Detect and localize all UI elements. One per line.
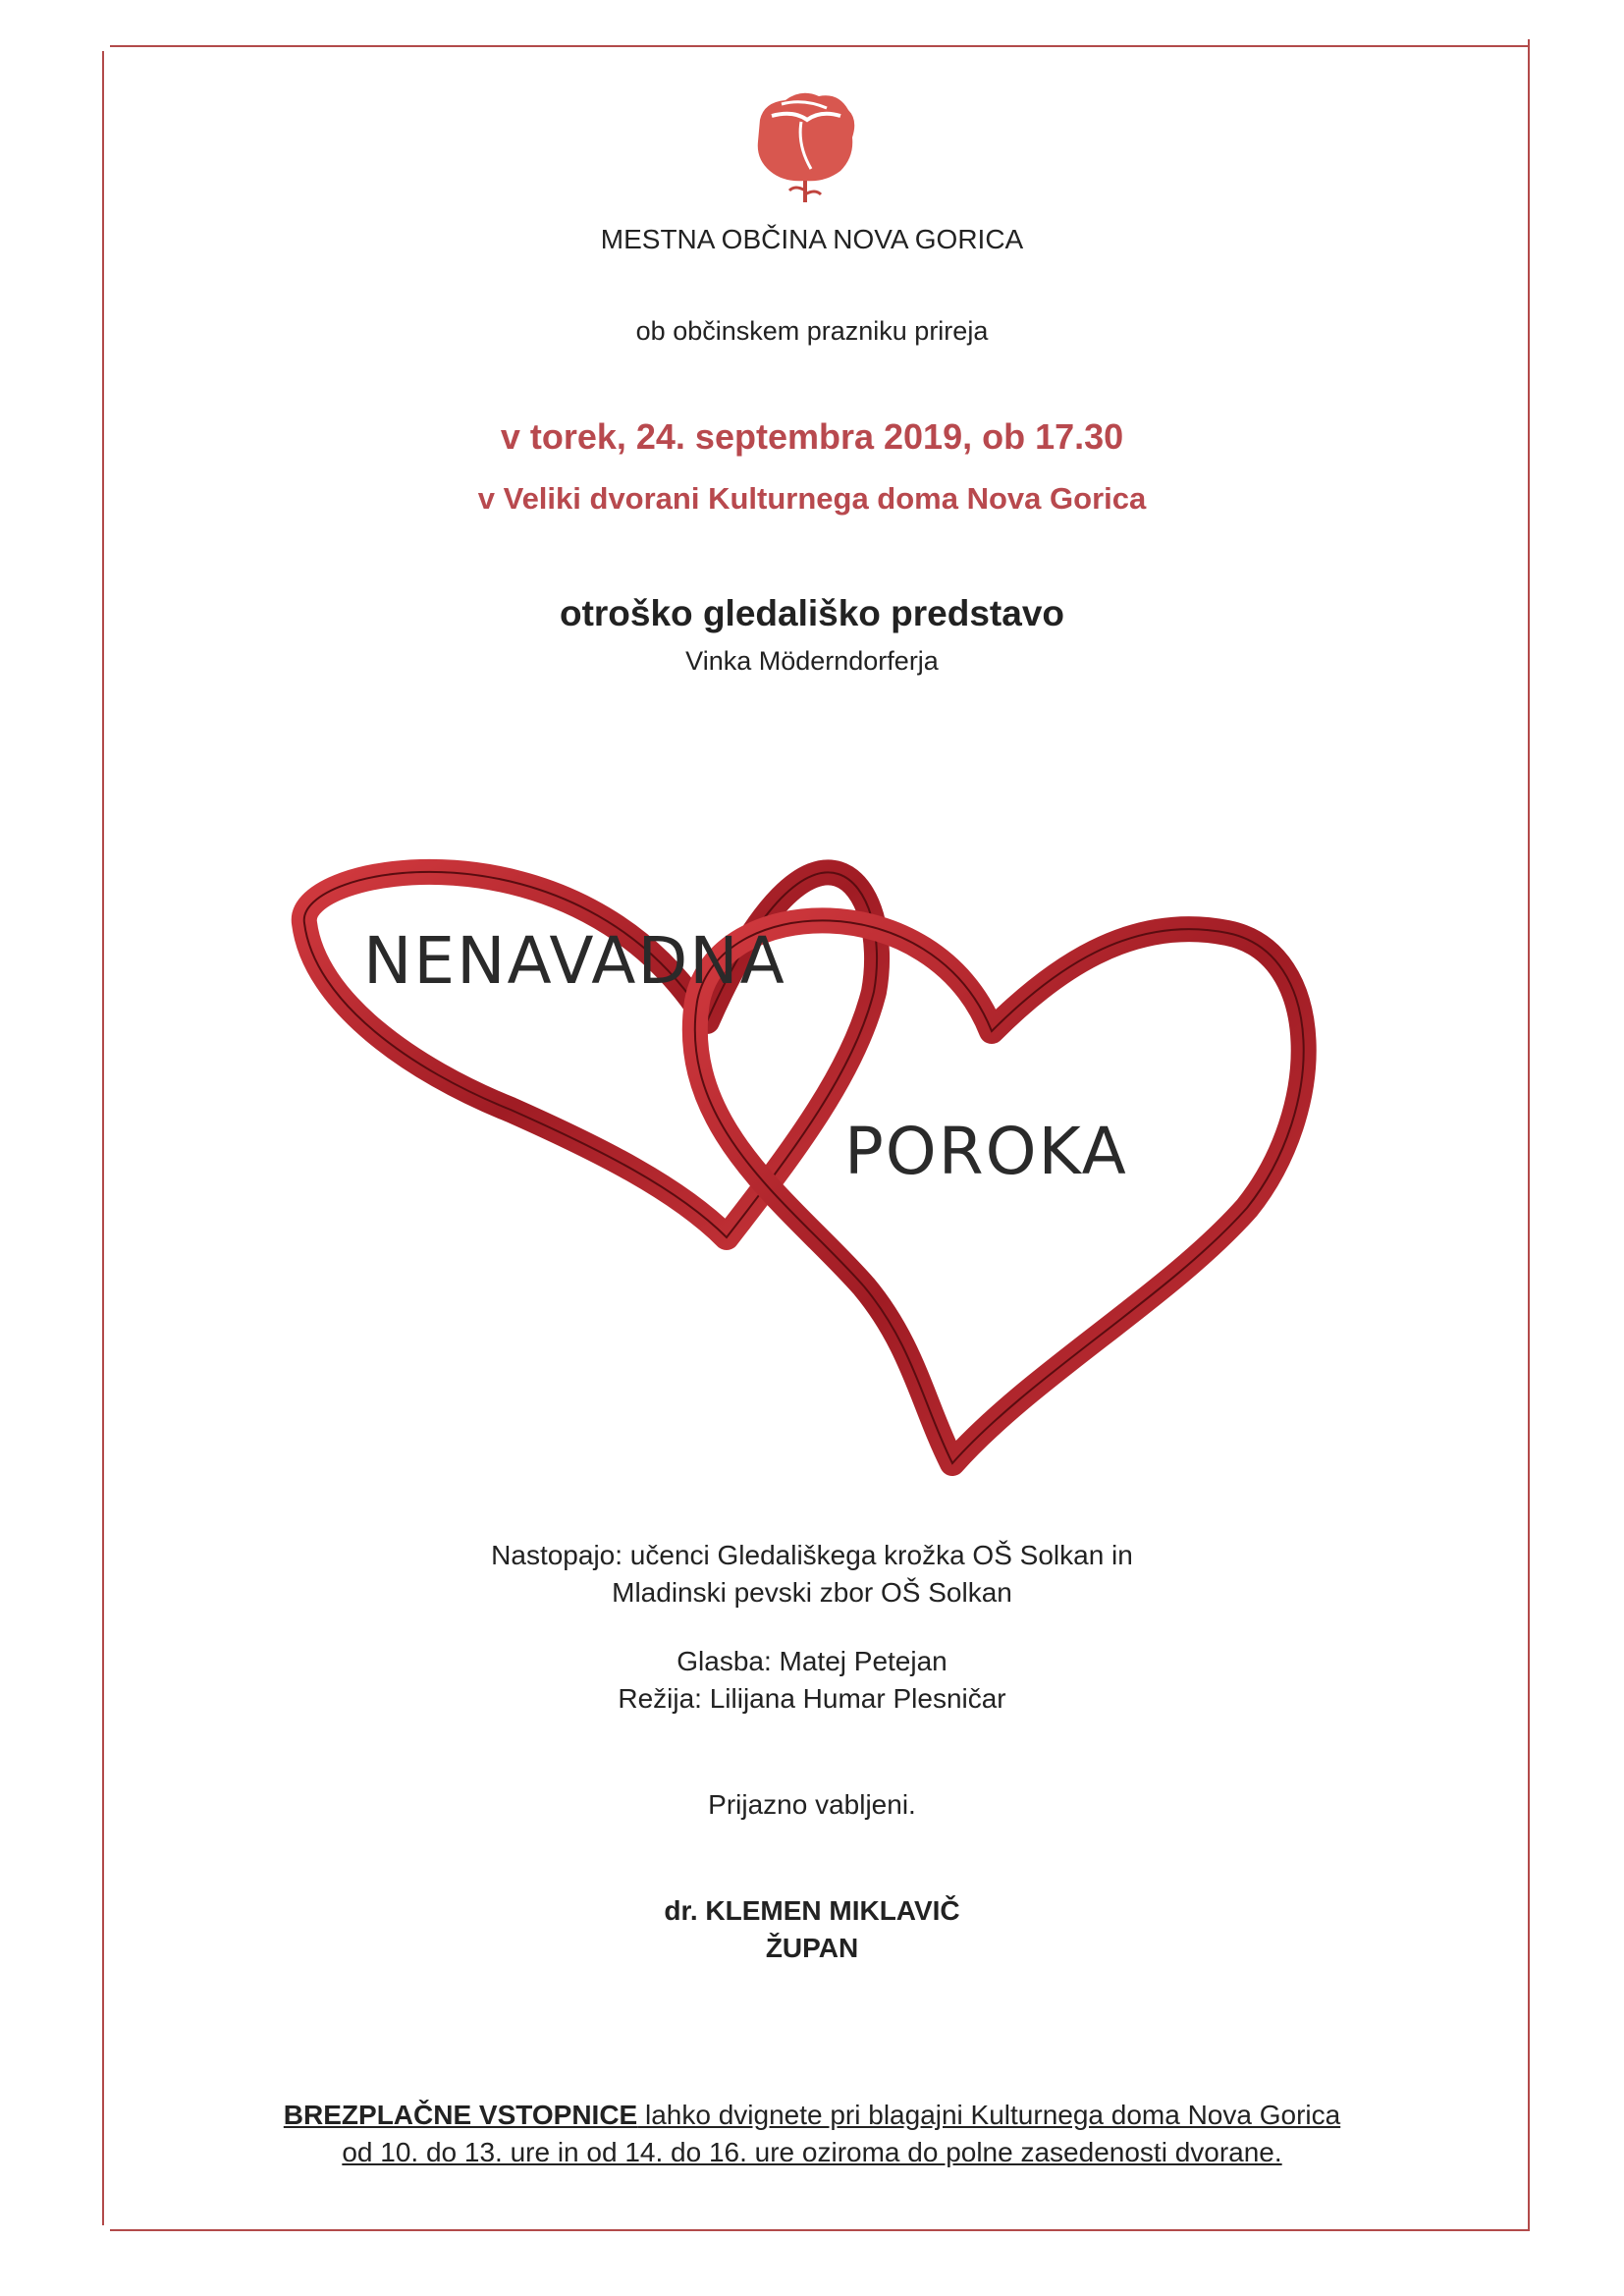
rose-emblem-icon bbox=[742, 81, 870, 208]
ticket-notice-line-1-rest: lahko dvignete pri blagajni Kulturnega doma Nova Gorica bbox=[637, 2100, 1341, 2130]
intro-text: ob občinskem prazniku prireja bbox=[635, 316, 989, 346]
ticket-notice-line-2: od 10. do 13. ure in od 14. do 16. ure oziroma do polne zasedenosti dvorane. bbox=[342, 2137, 1282, 2167]
show-author: Vinka Möderndorferja bbox=[685, 646, 939, 676]
greeting: Prijazno vabljeni. bbox=[708, 1789, 916, 1820]
event-venue: v Veliki dvorani Kulturnega doma Nova Gorica bbox=[477, 481, 1147, 516]
frame-bottom-border bbox=[110, 2229, 1530, 2231]
ticket-notice-line-1 bbox=[0, 2100, 1624, 2131]
show-type: otroško gledališko predstavo bbox=[559, 593, 1065, 633]
cast-line-1: Nastopajo: učenci Gledališkega krožka OŠ Solkan in bbox=[491, 1540, 1133, 1570]
right-heart-icon bbox=[695, 920, 1304, 1463]
organization-name: MESTNA OBČINA NOVA GORICA bbox=[600, 224, 1024, 254]
signer-title: ŽUPAN bbox=[765, 1933, 859, 1963]
cast-line-2: Mladinski pevski zbor OŠ Solkan bbox=[612, 1577, 1012, 1608]
frame-top-border bbox=[110, 45, 1530, 47]
show-title-word-1: NENAVADNA bbox=[363, 923, 786, 999]
event-date-time: v torek, 24. septembra 2019, ob 17.30 bbox=[500, 416, 1124, 457]
director-credit: Režija: Lilijana Humar Plesničar bbox=[618, 1683, 1006, 1714]
show-title-word-2: POROKA bbox=[844, 1114, 1128, 1189]
ticket-notice-highlight: BREZPLAČNE VSTOPNICE bbox=[283, 2100, 638, 2130]
music-credit: Glasba: Matej Petejan bbox=[677, 1646, 947, 1676]
two-hearts-illustration bbox=[285, 776, 1355, 1483]
signer-name: dr. KLEMEN MIKLAVIČ bbox=[664, 1895, 960, 1926]
